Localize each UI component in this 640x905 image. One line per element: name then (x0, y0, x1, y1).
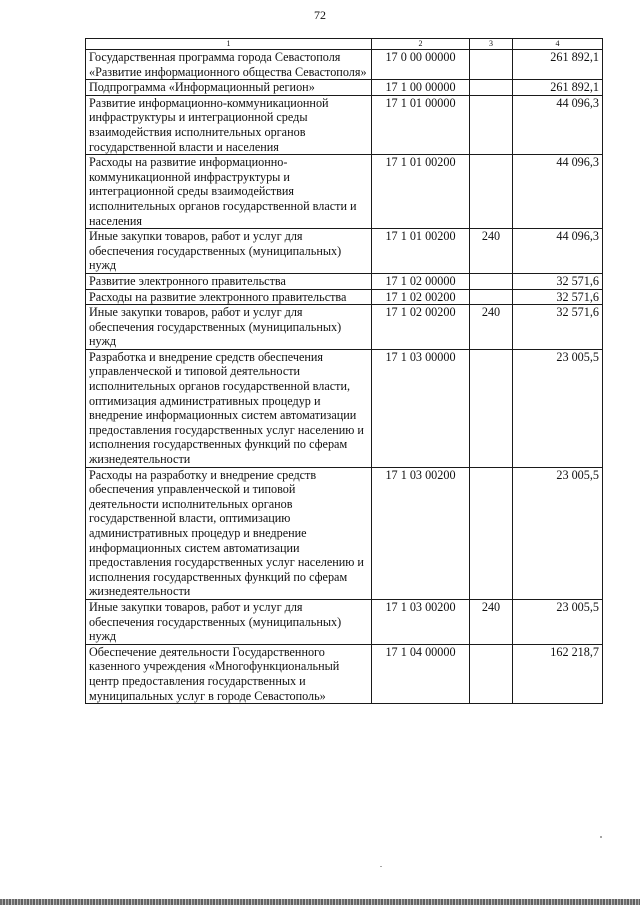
table-row (86, 467, 603, 599)
row-code: 17 0 00 00000 (372, 50, 470, 80)
row-type (470, 289, 513, 305)
row-code: 17 1 03 00000 (372, 349, 470, 467)
row-amount: 162 218,7 (513, 644, 603, 703)
row-code: 17 1 03 00200 (372, 599, 470, 644)
row-amount: 261 892,1 (513, 50, 603, 80)
column-number-4: 4 (513, 39, 603, 50)
table-row (86, 349, 603, 467)
row-amount: 32 571,6 (513, 305, 603, 350)
table-row (86, 155, 603, 229)
row-type (470, 80, 513, 96)
row-name: Иные закупки товаров, работ и услуг для обеспечения государственных (муниципальных) нужд (86, 229, 372, 274)
table-body (86, 50, 603, 704)
row-type (470, 644, 513, 703)
row-type (470, 50, 513, 80)
row-name: Подпрограмма «Информационный регион» (86, 80, 372, 96)
row-code: 17 1 01 00000 (372, 95, 470, 154)
row-code: 17 1 04 00000 (372, 644, 470, 703)
table-row (86, 305, 603, 350)
row-amount: 261 892,1 (513, 80, 603, 96)
row-type (470, 155, 513, 229)
row-code: 17 1 02 00000 (372, 273, 470, 289)
row-name: Иные закупки товаров, работ и услуг для обеспечения государственных (муниципальных) нужд (86, 305, 372, 350)
row-name: Обеспечение деятельности Государственного казенного учреждения «Многофункциональный центр предоставления государственных и муниципальных услуг в городе Севастополь» (86, 644, 372, 703)
row-name: Иные закупки товаров, работ и услуг для обеспечения государственных (муниципальных) нужд (86, 599, 372, 644)
row-amount: 23 005,5 (513, 467, 603, 599)
row-type (470, 95, 513, 154)
row-name: Развитие информационно-коммуникационной инфраструктуры и интеграционной среды взаимодействия исполнительных органов государственной власти и населения (86, 95, 372, 154)
scan-edge-artifact (0, 899, 640, 905)
row-name: Развитие электронного правительства (86, 273, 372, 289)
budget-table (85, 38, 603, 704)
row-code: 17 1 03 00200 (372, 467, 470, 599)
row-type: 240 (470, 599, 513, 644)
column-number-row (86, 39, 603, 50)
row-amount: 23 005,5 (513, 599, 603, 644)
row-code: 17 1 00 00000 (372, 80, 470, 96)
row-amount: 44 096,3 (513, 229, 603, 274)
row-amount: 32 571,6 (513, 273, 603, 289)
row-amount: 23 005,5 (513, 349, 603, 467)
row-name: Расходы на развитие электронного правительства (86, 289, 372, 305)
row-code: 17 1 02 00200 (372, 289, 470, 305)
table-row (86, 80, 603, 96)
page-number: 72 (314, 8, 326, 22)
column-number-1: 1 (86, 39, 372, 50)
scan-speck (380, 866, 382, 867)
row-type: 240 (470, 305, 513, 350)
column-number-3: 3 (470, 39, 513, 50)
scan-speck (600, 836, 602, 838)
row-name: Расходы на развитие информационно-коммуникационной инфраструктуры и интеграционной среды взаимодействия исполнительных органов государственной власти и населения (86, 155, 372, 229)
row-name: Государственная программа города Севастополя «Развитие информационного общества Севастополя» (86, 50, 372, 80)
table-row (86, 644, 603, 703)
row-amount: 32 571,6 (513, 289, 603, 305)
row-type (470, 467, 513, 599)
row-name: Расходы на разработку и внедрение средств обеспечения управленческой и типовой деятельности исполнительных органов государственной власти, оптимизацию административных процедур и внедрение информационных систем автоматизации предоставления государственных услуг населению и исполнения государственных функций по сферам жизнедеятельности (86, 467, 372, 599)
row-amount: 44 096,3 (513, 95, 603, 154)
row-code: 17 1 01 00200 (372, 229, 470, 274)
row-type (470, 349, 513, 467)
row-type (470, 273, 513, 289)
row-code: 17 1 01 00200 (372, 155, 470, 229)
row-type: 240 (470, 229, 513, 274)
table-row (86, 50, 603, 80)
table-row (86, 273, 603, 289)
row-code: 17 1 02 00200 (372, 305, 470, 350)
row-name: Разработка и внедрение средств обеспечения управленческой и типовой деятельности исполнительных органов государственной власти, оптимизация административных процедур и внедрение информационных систем автоматизации предоставления государственных услуг населению и исполнения государственных функций по сферам жизнедеятельности (86, 349, 372, 467)
column-number-2: 2 (372, 39, 470, 50)
table-row (86, 289, 603, 305)
table-row (86, 95, 603, 154)
table-row (86, 599, 603, 644)
row-amount: 44 096,3 (513, 155, 603, 229)
table-row (86, 229, 603, 274)
